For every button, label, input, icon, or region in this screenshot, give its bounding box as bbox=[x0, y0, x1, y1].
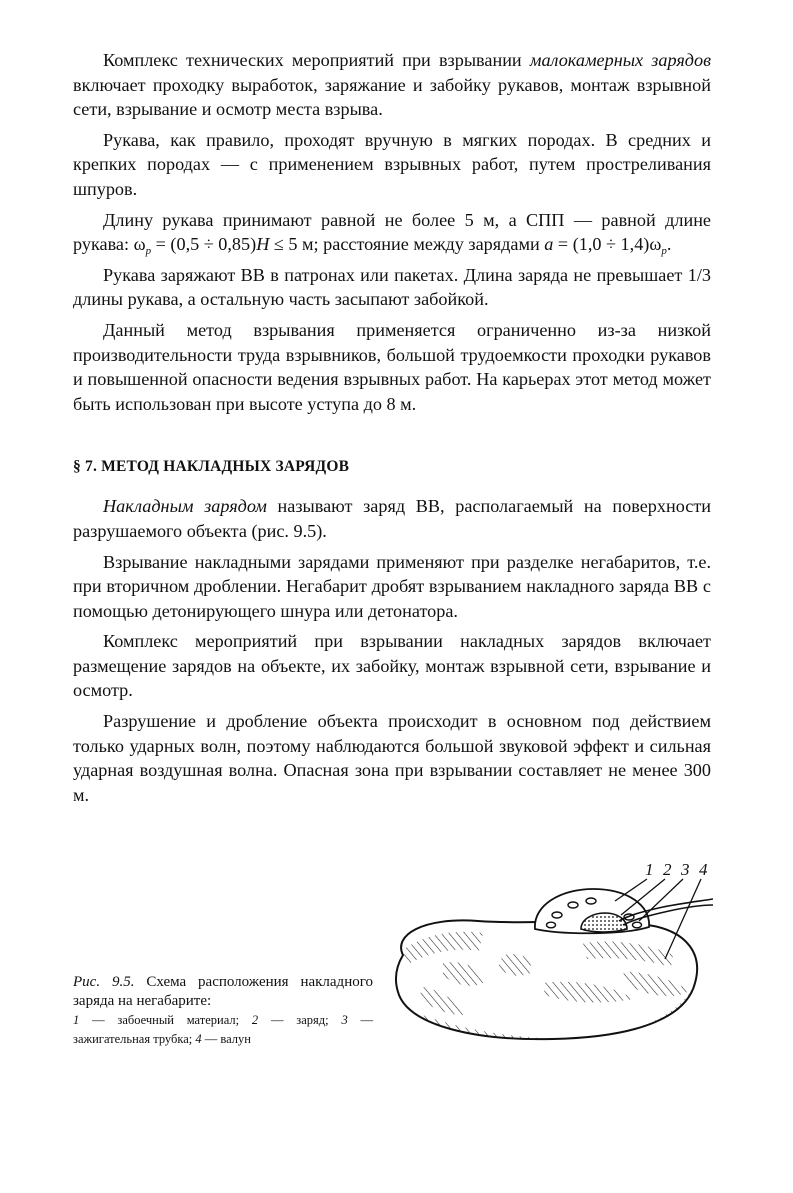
subscript: р bbox=[145, 245, 152, 258]
callout-3: 3 bbox=[681, 860, 690, 879]
section-heading: § 7. МЕТОД НАКЛАДНЫХ ЗАРЯДОВ bbox=[73, 458, 350, 476]
callout-1: 1 bbox=[645, 860, 654, 879]
text-run: ≤ 5 м; расстояние между зарядами bbox=[269, 234, 545, 255]
paragraph bbox=[73, 263, 711, 312]
paragraph bbox=[73, 709, 711, 807]
legend-text-4: валун bbox=[220, 1032, 251, 1046]
text-run: = (0,5 ÷ 0,85) bbox=[151, 234, 257, 255]
paragraph bbox=[73, 318, 711, 416]
text-run: Рукава заряжают ВВ в патронах или пакетах. Длина заряда не превышает 1/3 длины рукава, а остальную часть засыпают забойкой. bbox=[73, 264, 711, 310]
italic-text: a bbox=[544, 234, 554, 255]
text-run: Взрывание накладными зарядами применяют при разделке негабаритов, т.е. при вторичном дроблении. Негабарит дробят взрыванием накладного заряда ВВ с помощью детонирующего шнура или детонатора. bbox=[73, 551, 711, 621]
paragraph bbox=[73, 208, 711, 257]
figure-caption bbox=[73, 973, 373, 1049]
text-run: Данный метод взрывания применяется ограниченно из-за низкой производительности труда взрывников, большой трудоемкости проходки рукавов и повышенной опасности ведения взрывных работ. На карьерах этот метод может быть использован при высоте уступа до 8 м. bbox=[73, 319, 711, 414]
text-run: Длину рукава принимают равной не более 5 м, а СПП — равной длине рукава: ω bbox=[73, 209, 711, 255]
text-run: Разрушение и дробление объекта происходит в основном под действием только ударных волн, поэтому наблюдаются большой звуковой эффект и сильная ударная воздушная волна. Опасная зона при взрывании составляет не менее 300 м. bbox=[73, 711, 711, 805]
legend-text-1: забоечный материал; bbox=[117, 1013, 240, 1027]
legend-text-3: зажигательная трубка; bbox=[73, 1032, 193, 1046]
caption-legend: 1 — забоечный материал; 2 — заряд; 3 — зажигательная трубка; 4 — валун bbox=[73, 1013, 373, 1046]
paragraph bbox=[73, 550, 711, 624]
caption-title: Схема расположения накладного заряда на негабарите: bbox=[73, 974, 373, 1009]
text-run: . bbox=[666, 234, 672, 255]
text-run: включает проходку выработок, заряжание и забойку рукавов, монтаж взрывной сети, взрывание и осмотр места взрыва. bbox=[73, 74, 711, 120]
legend-text-2: заряд; bbox=[296, 1013, 329, 1027]
paragraph bbox=[73, 629, 711, 703]
text-run: Рукава, как правило, проходят вручную в мягких породах. В средних и крепких породах — с применением взрывных работ, путем простреливания шпуров. bbox=[73, 129, 711, 199]
text-run: Комплекс мероприятий при взрывании накладных зарядов включает размещение зарядов на объекте, их забойку, монтаж взрывной сети, взрывание и осмотр. bbox=[73, 631, 711, 701]
callout-4: 4 bbox=[699, 860, 708, 879]
legend-num-4: 4 bbox=[195, 1032, 202, 1046]
boulder-diagram bbox=[383, 855, 713, 1055]
subscript: р bbox=[661, 245, 667, 258]
text-block-top bbox=[73, 48, 711, 416]
page-body bbox=[73, 48, 711, 807]
legend-num-3: 3 bbox=[341, 1013, 348, 1027]
italic-text: малокамерных зарядов bbox=[529, 50, 711, 70]
callout-2: 2 bbox=[663, 860, 672, 879]
boulder-shape bbox=[383, 920, 713, 1055]
italic-text: Накладным зарядом bbox=[103, 496, 267, 517]
text-run: называют заряд ВВ, располагаемый на поверхности разрушаемого объекта (рис. 9.5). bbox=[73, 496, 712, 541]
caption-label: Рис. 9.5. bbox=[73, 974, 135, 990]
paragraph bbox=[73, 494, 711, 543]
legend-num-1: 1 bbox=[73, 1013, 80, 1027]
text-block-bottom bbox=[73, 494, 711, 807]
legend-num-2: 2 bbox=[251, 1013, 259, 1027]
italic-text: H bbox=[256, 234, 270, 255]
paragraph bbox=[73, 48, 711, 122]
text-run: Комплекс технических мероприятий при взрывании bbox=[103, 50, 530, 70]
paragraph bbox=[73, 128, 711, 202]
text-run: = (1,0 ÷ 1,4)ω bbox=[553, 234, 662, 255]
figure-9-5 bbox=[73, 855, 713, 1055]
